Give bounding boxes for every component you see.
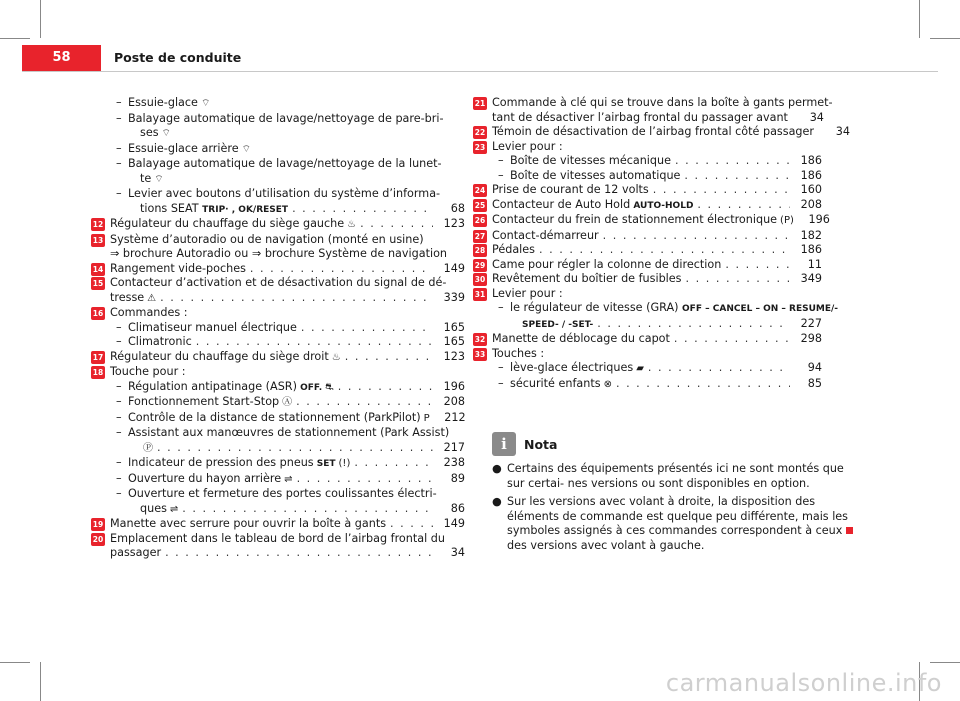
entry-text: Contrôle de la distance de stationnement (ParkPilot) (128, 410, 421, 424)
entry-text: Levier avec boutons d’utilisation du système d’informa- (128, 187, 441, 200)
leader-dots (674, 332, 790, 347)
page-reference: 165 (443, 335, 465, 348)
page-reference: 149 (443, 261, 465, 275)
leader-dots (539, 243, 790, 258)
entry-text: Ouverture du hayon arrière (128, 471, 282, 485)
leader-dots (160, 291, 433, 306)
index-entry (110, 441, 465, 457)
entry-text: Régulateur du chauffage du siège droit (110, 349, 329, 363)
index-entry (92, 531, 465, 547)
leader-dots (292, 202, 433, 217)
crop-mark (0, 38, 30, 39)
entry-text: Pédales (492, 243, 536, 256)
tyre-pressure-icon: (!) (338, 458, 351, 469)
leader-dots (653, 183, 790, 198)
leader-dots (301, 321, 433, 336)
page-reference: 123 (443, 217, 465, 230)
leader-dots (182, 502, 433, 517)
index-entry (110, 291, 465, 307)
index-entry (110, 187, 465, 202)
washer-icon: ⌔ (161, 128, 171, 139)
entry-text: Indicateur de pression des pneus (128, 456, 314, 469)
index-entry (92, 232, 465, 248)
index-entry (110, 247, 465, 262)
page-number: 58 (22, 45, 101, 71)
index-entry (492, 154, 822, 169)
entry-text: Contacteur de Auto Hold (492, 197, 631, 211)
callout-number: 30 (474, 275, 486, 284)
control-symbol: OFF – CANCEL – ON – RESUME/- (682, 304, 839, 314)
leader-dots (390, 517, 433, 532)
right-column (474, 96, 851, 392)
callout-number: 33 (474, 349, 486, 359)
page-reference: 86 (450, 501, 465, 515)
leader-dots (725, 258, 790, 273)
index-entry (492, 301, 839, 317)
page-reference: 68 (450, 201, 465, 215)
entry-text: ques (140, 501, 167, 515)
page-reference: 34 (450, 546, 465, 559)
index-entry (492, 317, 822, 333)
callout-number: 16 (92, 309, 104, 318)
index-entry (474, 139, 822, 155)
leader-dots (697, 198, 790, 213)
callout-number: 28 (474, 246, 486, 255)
control-symbol: OFF. (296, 382, 323, 393)
page-reference: 34 (809, 110, 824, 124)
leader-dots (250, 262, 433, 277)
entry-text: lève-glace électriques (510, 361, 634, 374)
callout-number: 21 (474, 99, 486, 108)
callout-number: 17 (92, 352, 104, 362)
leader-dots (345, 350, 433, 365)
page-reference: 186 (800, 168, 822, 182)
page-reference: 94 (807, 361, 822, 374)
entry-text: ses (140, 126, 159, 139)
callout-number: 26 (474, 216, 486, 225)
dash: – (116, 456, 122, 469)
entry-text: Boîte de vitesses automatique (510, 168, 681, 182)
index-entry (110, 126, 465, 142)
index-entry (474, 96, 833, 111)
nota-item: ● Sur les versions avec volant à droite, la disposition des éléments de commande est quelque peu différente, mais les symboles assignés à ces commandes correspondent à ceux des versions avec volant à gauche. (492, 495, 849, 552)
entry-text: Levier pour : (492, 139, 563, 153)
entry-text: Manette de déblocage du capot (492, 332, 670, 345)
page-reference: 149 (443, 517, 465, 530)
entry-text: Essuie-glace (128, 96, 198, 109)
page-reference: 165 (443, 320, 465, 334)
bullet: ● (492, 495, 502, 508)
leader-dots (338, 380, 433, 395)
entry-text: Fonctionnement Start-Stop (128, 395, 280, 408)
entry-text: Revêtement du boîtier de fusibles (492, 272, 682, 285)
page-reference: 34 (835, 125, 851, 138)
dash: – (116, 320, 122, 334)
entry-text: Contacteur du frein de stationnement électronique (492, 213, 778, 226)
dash: – (498, 168, 504, 182)
watermark: carmanualsonline.info (665, 669, 942, 697)
entry-text: Contacteur d’activation et de désactivation du signal de dé- (110, 276, 447, 289)
entry-text: tresse (110, 290, 145, 304)
index-entry (474, 257, 822, 273)
leader-dots (616, 377, 790, 392)
page-reference: 11 (807, 257, 822, 271)
page-reference: 160 (800, 183, 822, 196)
leader-dots (603, 229, 790, 244)
control-symbol: TRIP· , OK/RESET (202, 204, 289, 215)
index-entry (474, 228, 822, 244)
entry-text: Assistant aux manœuvres de stationnement (Park Assist) (128, 426, 450, 439)
index-entry (110, 411, 465, 427)
entry-text: Rangement vide-poches (110, 261, 246, 275)
entry-text: sécurité enfants (510, 376, 601, 390)
parking-brake-icon: (P) (780, 215, 794, 226)
callout-number: 24 (474, 186, 486, 195)
index-entry (474, 197, 822, 214)
entry-text: Came pour régler la colonne de direction (492, 257, 722, 271)
nota-title: Nota (524, 436, 558, 452)
callout-number: 18 (92, 368, 104, 377)
page-reference: 227 (800, 316, 822, 330)
index-entry (492, 111, 822, 126)
page-reference: 89 (450, 471, 465, 485)
entry-text: Commandes : (110, 306, 188, 319)
header-divider (22, 71, 938, 72)
index-entry (474, 125, 851, 140)
page-reference: 182 (800, 228, 822, 242)
callout-number: 23 (474, 142, 486, 152)
index-entry (92, 276, 465, 291)
callout-number: 19 (92, 520, 104, 529)
entry-text: passager (110, 546, 162, 559)
page-reference: 238 (443, 456, 465, 469)
leader-dots (675, 154, 790, 169)
callout-number: 32 (474, 335, 486, 344)
callout-number: 27 (474, 231, 486, 241)
parkpilot-icon: P (423, 412, 430, 424)
crop-mark (919, 0, 920, 38)
page-reference: 186 (800, 154, 822, 167)
page-reference: 186 (800, 243, 822, 256)
index-entry (474, 332, 822, 347)
tailgate-icon: ⇌ (284, 473, 293, 485)
entry-text: Climatiseur manuel électrique (128, 320, 297, 334)
index-entry (92, 517, 465, 532)
entry-text: Ouverture et fermeture des portes coulissantes électri- (128, 487, 437, 500)
control-symbol: SET (313, 459, 336, 469)
asr-icon: ⛐ (325, 381, 334, 393)
entry-text: Système d’autoradio ou de navigation (monté en usine) (110, 232, 424, 246)
dash: – (498, 361, 504, 374)
sliding-door-icon: ⇌ (169, 503, 179, 515)
entry-text: Balayage automatique de lavage/nettoyage de pare-bri- (128, 111, 444, 125)
callout-number: 13 (92, 235, 104, 245)
start-stop-icon: Ⓐ (282, 397, 293, 408)
index-entry (110, 157, 465, 172)
dash: – (498, 154, 504, 167)
crop-mark (0, 662, 30, 663)
callout-number: 12 (92, 220, 104, 229)
index-entry (110, 202, 465, 218)
index-entry (110, 502, 465, 518)
index-entry (92, 349, 465, 366)
crop-mark (40, 0, 41, 38)
index-entry (92, 365, 465, 380)
entry-text: tant de désactiver l’airbag frontal du passager avant (492, 110, 788, 124)
entry-text: te (140, 171, 152, 185)
leader-dots (354, 456, 433, 471)
index-entry (92, 217, 465, 233)
entry-text: Régulateur du chauffage du siège gauche (110, 217, 345, 230)
page-reference: 212 (444, 410, 466, 424)
dash: – (498, 301, 504, 314)
index-entry (474, 286, 822, 302)
index-entry (492, 377, 822, 393)
index-entry (474, 346, 822, 362)
index-entry (474, 243, 822, 258)
nota-box (492, 432, 852, 557)
rear-wiper-icon: ⌔ (241, 143, 251, 155)
index-entry (110, 321, 465, 336)
entry-text: Levier pour : (492, 286, 563, 300)
entry-text: Boîte de vitesses mécanique (510, 154, 671, 167)
index-entry (474, 272, 822, 287)
page-reference: 349 (800, 272, 822, 285)
page-reference: 196 (443, 379, 465, 393)
entry-text: Commande à clé qui se trouve dans la boîte à gants permet- (492, 96, 833, 109)
leader-dots (165, 546, 433, 561)
section-end-marker (846, 527, 853, 534)
left-column (92, 96, 466, 561)
page-reference: 217 (443, 440, 465, 454)
crop-mark (40, 662, 41, 701)
callout-number: 20 (92, 534, 104, 544)
nota-item: ● Certains des équipements présentés ici ne sont montés que sur certai- nes versions ou sont disponibles en option. (492, 462, 844, 490)
wiper-icon: ⌔ (200, 98, 211, 109)
dash: – (116, 157, 122, 170)
control-symbol: AUTO-HOLD (630, 200, 694, 211)
index-entry (92, 306, 465, 321)
leader-dots (157, 441, 433, 456)
entry-text: Balayage automatique de lavage/nettoyage de la lunet- (128, 157, 442, 170)
leader-dots (597, 317, 790, 332)
index-entry (474, 183, 822, 198)
window-icon: ▰ (636, 363, 644, 374)
page-title: Poste de conduite (114, 50, 242, 65)
entry-text: le régulateur de vitesse (GRA) (510, 301, 683, 314)
dash: – (116, 395, 122, 408)
leader-dots (648, 361, 790, 376)
index-entry (110, 172, 465, 188)
callout-number: 14 (92, 264, 104, 274)
page-reference: 298 (800, 332, 822, 345)
hazard-icon: ⚠ (147, 292, 157, 304)
callout-number: 25 (474, 200, 486, 210)
dash: – (498, 376, 504, 390)
dash: – (116, 379, 122, 393)
seat-heat-icon: ♨ (347, 219, 357, 230)
index-entry (492, 169, 822, 184)
index-entry (110, 456, 465, 472)
page-reference: 123 (443, 349, 465, 363)
entry-text: Essuie-glace arrière (128, 141, 239, 155)
index-entry (110, 472, 465, 488)
dash: – (116, 96, 122, 109)
control-symbol: SPEED- / -SET- (522, 319, 594, 330)
entry-text: Contact-démarreur (492, 228, 599, 242)
entry-text: Touches : (492, 346, 545, 360)
rear-washer-icon: ⌔ (154, 173, 164, 185)
info-icon: i (492, 432, 516, 456)
dash: – (116, 410, 122, 424)
dash: – (116, 471, 122, 485)
index-entry (110, 96, 465, 112)
leader-dots (686, 272, 790, 287)
entry-text: Témoin de désactivation de l’airbag frontal côté passager (492, 125, 815, 138)
index-entry (110, 395, 465, 411)
index-entry (474, 213, 830, 229)
page-reference: 196 (808, 213, 830, 226)
index-entry (92, 261, 465, 277)
page-reference: 208 (800, 197, 822, 211)
callout-number: 22 (474, 128, 486, 137)
index-entry (492, 361, 822, 377)
leader-dots (684, 169, 790, 184)
callout-number: 29 (474, 260, 486, 270)
leader-dots (360, 217, 433, 232)
child-lock-icon: ⊗ (603, 378, 612, 390)
index-entry (110, 546, 465, 561)
dash: – (116, 187, 122, 200)
dash: – (116, 426, 122, 439)
index-entry (110, 335, 465, 350)
index-entry (110, 380, 465, 396)
crop-mark (930, 38, 960, 39)
entry-text: Emplacement dans le tableau de bord de l’airbag frontal du (110, 531, 445, 545)
entry-text: Régulation antipatinage (ASR) (128, 379, 297, 393)
dash: – (116, 335, 122, 348)
leader-dots (296, 395, 433, 410)
index-entry (110, 487, 465, 502)
entry-text: ⇒ brochure Autoradio ou ⇒ brochure Système de navigation (110, 247, 448, 260)
dash: – (116, 487, 122, 500)
page-reference: 85 (807, 376, 822, 390)
index-entry (110, 142, 465, 158)
entry-text: Climatronic (128, 335, 192, 348)
dash: – (116, 141, 122, 155)
dash: – (116, 111, 122, 125)
bullet: ● (492, 462, 502, 475)
leader-dots (196, 335, 433, 350)
crop-mark (930, 662, 960, 663)
entry-text: Prise de courant de 12 volts (492, 183, 649, 196)
leader-dots (297, 472, 433, 487)
entry-text: tions SEAT (140, 201, 203, 215)
callout-number: 31 (474, 289, 486, 299)
callout-number: 15 (92, 279, 104, 288)
park-assist-icon: Ⓟ (143, 442, 153, 454)
index-entry (110, 426, 465, 441)
page-reference: 208 (443, 395, 465, 408)
page-reference: 339 (443, 290, 465, 304)
index-entry (110, 112, 465, 127)
entry-text: Manette avec serrure pour ouvrir la boîte à gants (110, 517, 387, 530)
seat-heat-icon: ♨ (331, 351, 341, 363)
entry-text: Touche pour : (110, 365, 186, 378)
